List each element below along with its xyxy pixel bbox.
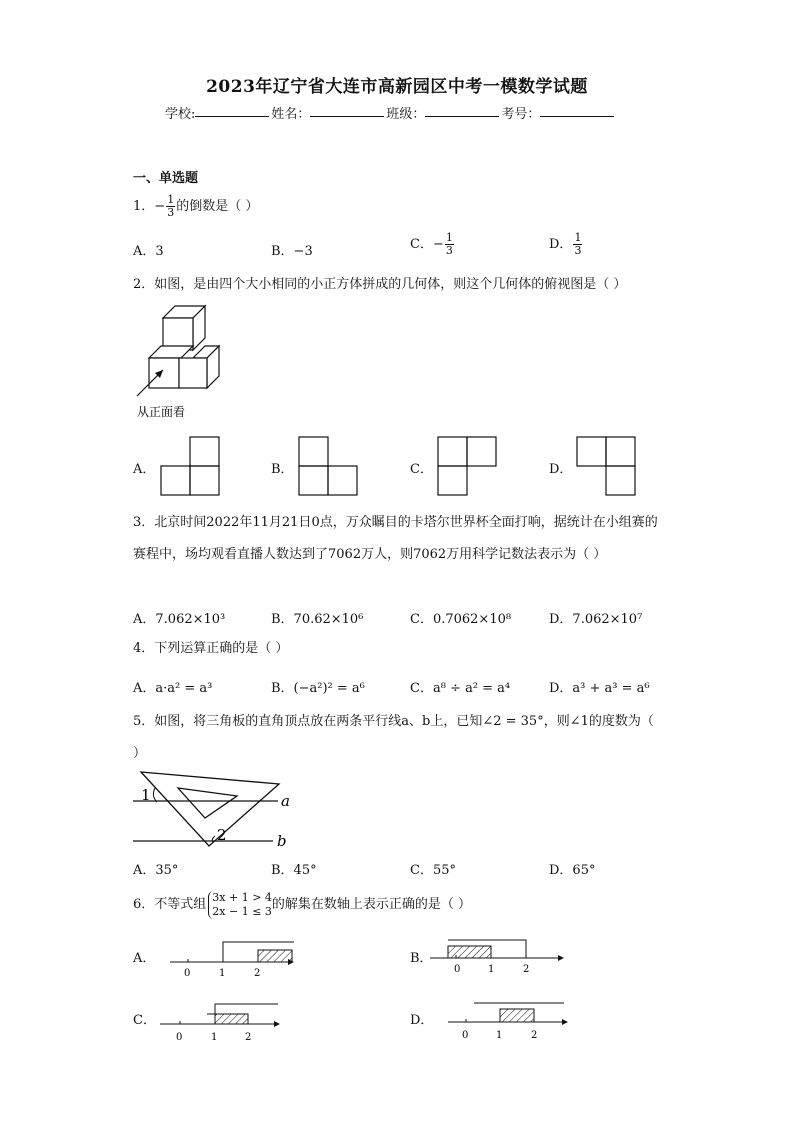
q4-option-a[interactable]: A．a·a² = a³ [133, 681, 213, 696]
q1-fraction: $\frac{1}{3}$ [167, 193, 175, 219]
q6-option-c-numberline[interactable] [160, 1000, 290, 1044]
svg-text:2: 2 [245, 1032, 252, 1043]
school-blank[interactable] [195, 103, 269, 117]
q5-option-a[interactable]: A．35° [133, 863, 179, 878]
q4-option-d[interactable]: D．a³ + a³ = a⁶ [549, 681, 650, 696]
q3-option-a[interactable]: A．7.062×10³ [133, 612, 226, 627]
q2-cubes-figure [133, 300, 233, 420]
q1-stem: 的倒数是（ ） [176, 199, 259, 214]
svg-text:0: 0 [176, 1032, 183, 1043]
q2-option-c-label[interactable]: C． [410, 462, 433, 477]
q5-triangle-figure [133, 766, 303, 852]
q5-option-d[interactable]: D．65° [549, 863, 596, 878]
name-blank[interactable] [310, 103, 384, 117]
page-title: 2023年辽宁省大连市高新园区中考一模数学试题 [206, 77, 588, 97]
svg-text:1: 1 [211, 1032, 218, 1043]
question-1 [133, 192, 258, 222]
q4-option-c[interactable]: C．a⁸ ÷ a² = a⁴ [410, 681, 511, 696]
q2-option-d-figure[interactable] [576, 436, 638, 498]
q1-number: 1． [133, 199, 155, 214]
q5-option-c[interactable]: C．55° [410, 863, 456, 878]
q2-option-d-label[interactable]: D． [549, 462, 573, 477]
q2-option-b-label[interactable]: B． [271, 462, 294, 477]
q1-option-c[interactable]: C．− $\frac{1}{3}$ [410, 231, 453, 257]
q3-option-d[interactable]: D．7.062×10⁷ [549, 612, 643, 627]
q1-option-d[interactable]: D． $\frac{1}{3}$ [549, 231, 582, 257]
class-blank[interactable] [425, 103, 499, 117]
number-label: 考号： [501, 107, 541, 122]
number-blank[interactable] [540, 103, 614, 117]
q6-option-d-numberline[interactable] [448, 998, 578, 1044]
question-5: 5．如图，将三角板的直角顶点放在两条平行线a、b上，已知∠2 = 35°，则∠1的度数为（ ） [133, 714, 654, 761]
q2-option-a-label[interactable]: A． [133, 462, 156, 477]
q1-option-b[interactable]: B．−3 [271, 244, 313, 259]
q2-option-c-figure[interactable] [437, 436, 499, 498]
svg-text:1: 1 [488, 964, 495, 975]
question-3: 3．北京时间2022年11月21日0点，万众瞩目的卡塔尔世界杯全面打响，据统计在小组赛的赛程中，场均观看直播人数达到了7062万人，则7062万用科学记数法表示为（ ） [133, 515, 658, 562]
svg-text:1: 1 [219, 968, 226, 979]
section-heading: 一、单选题 [133, 171, 199, 186]
line-b-label: b [277, 832, 287, 850]
q2-option-b-figure[interactable] [298, 436, 360, 498]
question-6: 6．不等式组 3x + 1 > 4 2x − 1 ≤ 3 的解集在数轴上表示正确的是（ ） [133, 890, 472, 918]
svg-text:2: 2 [531, 1030, 538, 1041]
q6-option-d-label[interactable]: D． [410, 1013, 434, 1028]
svg-text:0: 0 [462, 1030, 469, 1041]
q3-option-c[interactable]: C．0.7062×10⁸ [410, 612, 512, 627]
q6-option-a-label[interactable]: A． [133, 951, 156, 966]
angle-2-label: 2 [217, 826, 227, 844]
school-label: 学校: [165, 107, 196, 122]
name-label: 姓名： [271, 107, 311, 122]
q6-option-c-label[interactable]: C． [133, 1013, 156, 1028]
q6-inequality-system: 3x + 1 > 4 2x − 1 ≤ 3 [208, 891, 272, 919]
angle-1-label: 1 [141, 786, 151, 804]
svg-text:2: 2 [254, 968, 261, 979]
svg-text:2: 2 [523, 964, 530, 975]
q2-caption: 从正面看 [137, 405, 186, 419]
svg-text:1: 1 [496, 1030, 503, 1041]
q6-option-b-numberline[interactable] [430, 936, 570, 980]
line-a-label: a [281, 792, 290, 810]
q1-option-a[interactable]: A．3 [133, 244, 164, 259]
class-label: 班级： [386, 107, 426, 122]
q6-option-a-numberline[interactable] [170, 938, 300, 980]
q2-option-a-figure[interactable] [160, 436, 222, 498]
q5-option-b[interactable]: B．45° [271, 863, 317, 878]
student-info-row [165, 103, 616, 122]
q3-option-b[interactable]: B．70.62×10⁶ [271, 612, 364, 627]
question-4: 4．下列运算正确的是（ ） [133, 641, 289, 656]
q6-option-b-label[interactable]: B． [410, 951, 433, 966]
q4-option-b[interactable]: B．(−a²)² = a⁶ [271, 681, 365, 696]
svg-text:0: 0 [454, 964, 461, 975]
question-2: 2．如图，是由四个大小相同的小正方体拼成的几何体，则这个几何体的俯视图是（ ） [133, 277, 627, 292]
q1-minus: − [154, 199, 166, 214]
svg-text:0: 0 [184, 968, 191, 979]
